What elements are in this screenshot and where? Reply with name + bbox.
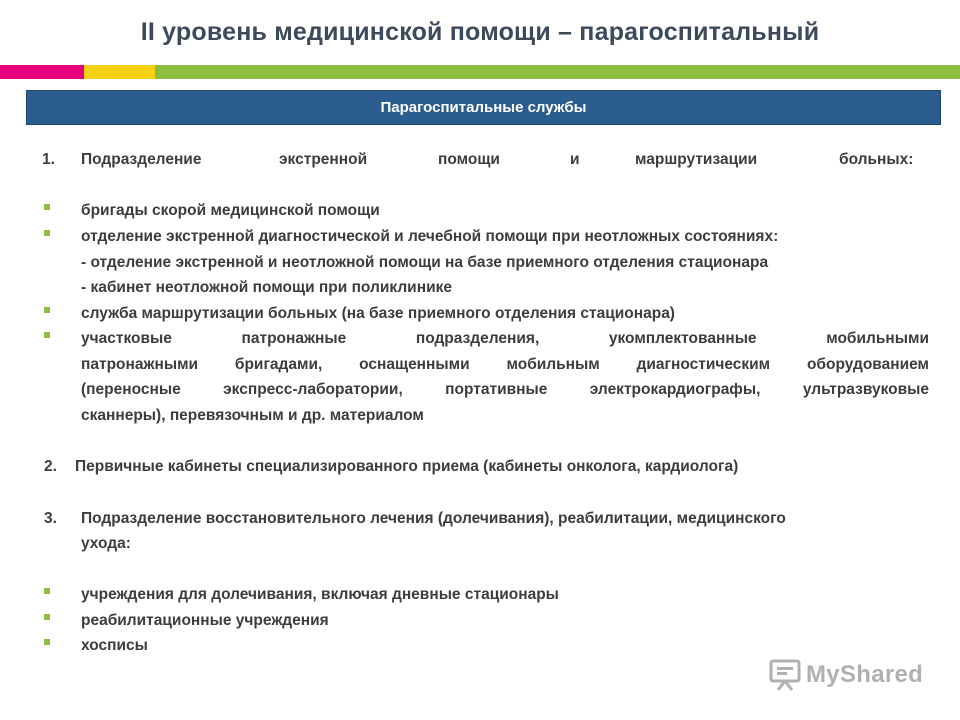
bullet-item: служба маршрутизации больных (на базе приемного отделения стационара)	[81, 305, 675, 322]
section3-number: 3.	[44, 510, 57, 527]
watermark-text: MyShared	[806, 661, 924, 688]
section-header-label: Парагоспитальные службы	[380, 99, 587, 116]
bullet-item: хосписы	[81, 637, 148, 654]
bullet-icon	[44, 588, 50, 594]
color-bar-pink	[0, 65, 84, 79]
continuation-line	[81, 381, 929, 399]
bullet-icon	[44, 332, 50, 338]
section3-line: ухода:	[81, 535, 131, 552]
bullet-icon	[44, 639, 50, 645]
bullet-item: учреждения для долечивания, включая дневные стационары	[81, 586, 559, 603]
section1-word: помощи	[438, 151, 500, 168]
section-header	[26, 90, 941, 125]
section1-word: Подразделение	[81, 151, 202, 168]
bullet-item-justified	[81, 330, 929, 348]
continuation-text: (переносные экспресс-лаборатории, портативные электрокардиографы, ультразвуковые	[81, 381, 929, 398]
continuation-line: сканнеры), перевязочным и др. материалом	[81, 407, 424, 424]
section2-text: Первичные кабинеты специализированного приема (кабинеты онколога, кардиолога)	[75, 458, 739, 475]
section1-word: и	[570, 151, 580, 168]
color-bar-yellow	[84, 65, 155, 79]
bullet-item-text: участковые патронажные подразделения, укомплектованные мобильными	[81, 330, 929, 347]
presentation-icon	[768, 658, 802, 692]
continuation-text: патронажными бригадами, оснащенными мобильным диагностическим оборудованием	[81, 356, 929, 373]
bullet-icon	[44, 614, 50, 620]
slide-title: II уровень медицинской помощи – парагоспитальный	[140, 18, 820, 46]
section3-line: Подразделение восстановительного лечения (долечивания), реабилитации, медицинского	[81, 510, 786, 527]
section1-word: маршрутизации	[635, 151, 758, 168]
bullet-icon	[44, 230, 50, 236]
bullet-item: бригады скорой медицинской помощи	[81, 202, 380, 219]
section1-word: экстренной	[279, 151, 368, 168]
section1-word: больных:	[839, 151, 914, 168]
color-bar-green	[155, 65, 960, 79]
section2-number: 2.	[44, 458, 57, 475]
section1-number: 1.	[42, 151, 55, 168]
bullet-icon	[44, 307, 50, 313]
bullet-icon	[44, 204, 50, 210]
bullet-item: реабилитационные учреждения	[81, 612, 329, 629]
watermark-logo	[768, 658, 923, 692]
sub-item: - кабинет неотложной помощи при поликлинике	[81, 279, 452, 296]
sub-item: - отделение экстренной и неотложной помощи на базе приемного отделения стационара	[81, 254, 769, 271]
continuation-line	[81, 356, 929, 374]
bullet-item: отделение экстренной диагностической и лечебной помощи при неотложных состояниях:	[81, 228, 779, 245]
